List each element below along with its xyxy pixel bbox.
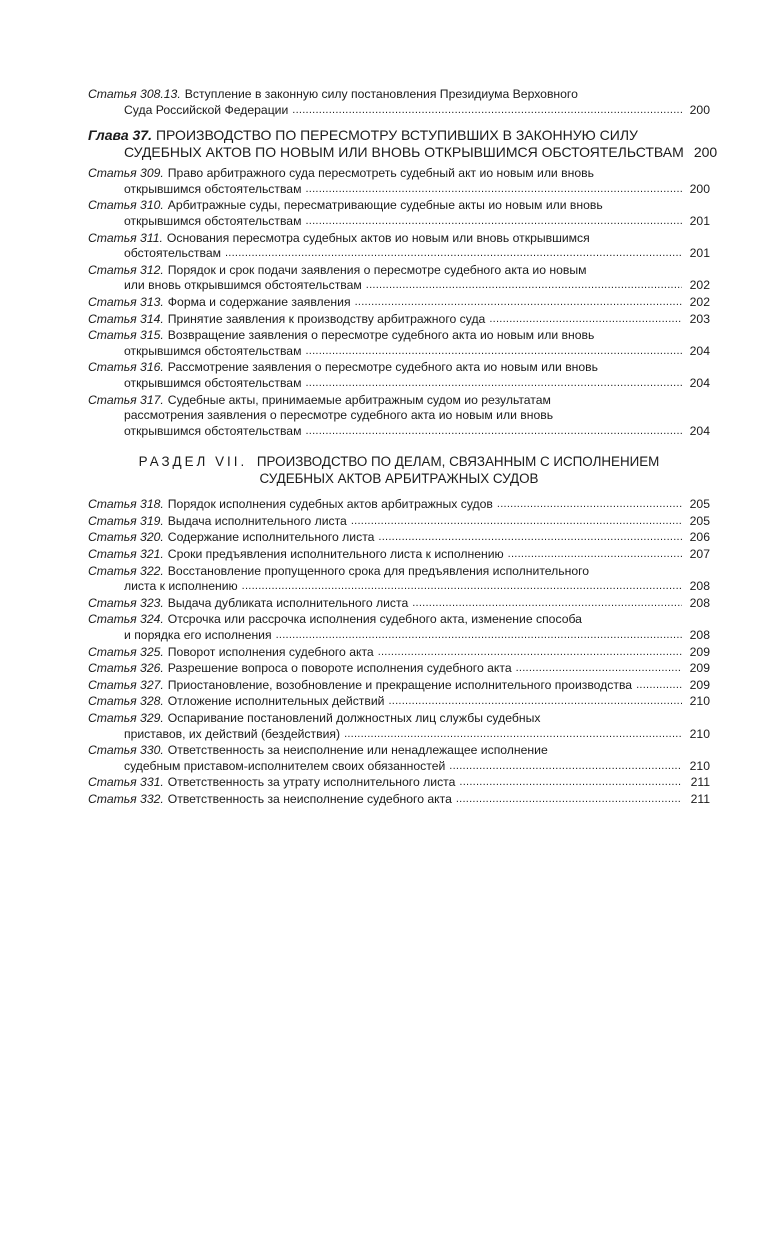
article-title: Сроки предъявления исполнительного листа к исполнению <box>167 547 504 562</box>
article-number: Статья 323. <box>88 595 164 610</box>
leader-dots <box>456 791 682 808</box>
toc-entry-line <box>88 344 710 361</box>
article-title: Основания пересмотра судебных актов ио новым или вновь открывшимся <box>166 230 590 245</box>
article-title: Рассмотрение заявления о пересмотре судебного акта ио новым или вновь <box>167 360 599 375</box>
article-number: Статья 331. <box>88 775 164 790</box>
toc-entry <box>88 743 710 775</box>
toc-entry <box>88 694 710 711</box>
leader-dots <box>449 758 682 775</box>
leader-dots <box>412 595 682 612</box>
toc-entry-line <box>88 596 710 613</box>
toc-entry-line <box>88 246 710 263</box>
page-number: 210 <box>689 726 710 741</box>
toc-entry-line <box>88 645 710 662</box>
toc-list-chapter <box>88 166 710 440</box>
article-title: Восстановление пропущенного срока для предъявления исполнительного <box>167 563 590 578</box>
toc-entry-line <box>88 312 710 329</box>
article-number: Статья 310. <box>88 198 164 213</box>
article-title: Приостановление, возобновление и прекращение исполнительного производства <box>167 677 633 692</box>
toc-entry <box>88 295 710 312</box>
toc-entry <box>88 312 710 329</box>
page-number: 203 <box>689 311 710 326</box>
toc-entry <box>88 87 710 119</box>
page-number: 204 <box>689 343 710 358</box>
toc-entry <box>88 530 710 547</box>
article-number: Статья 320. <box>88 530 164 545</box>
leader-dots <box>388 693 682 710</box>
toc-entry-line <box>88 579 710 596</box>
article-title: Ответственность за утрату исполнительного листа <box>167 775 456 790</box>
page-number: 204 <box>689 423 710 438</box>
toc-entry <box>88 645 710 662</box>
page-number: 205 <box>689 497 710 512</box>
page-number: 200 <box>689 181 710 196</box>
article-number: Статья 332. <box>88 791 164 806</box>
article-number: Статья 322. <box>88 563 164 578</box>
page-number: 201 <box>689 213 710 228</box>
section-line-1 <box>88 453 710 470</box>
article-number: Статья 325. <box>88 644 164 659</box>
table-of-contents <box>88 87 718 809</box>
leader-dots <box>305 423 682 440</box>
article-number: Статья 329. <box>88 711 164 725</box>
article-number: Статья 326. <box>88 661 164 676</box>
toc-entry-line <box>88 182 710 199</box>
article-number: Статья 328. <box>88 694 164 709</box>
toc-entry <box>88 198 710 230</box>
leader-dots <box>516 660 682 677</box>
page-number: 204 <box>689 375 710 390</box>
leader-dots <box>355 294 682 311</box>
article-title: Оспаривание постановлений должностных лиц службы судебных <box>167 711 541 725</box>
article-title: Порядок исполнения судебных актов арбитражных судов <box>167 497 493 512</box>
article-title: Отложение исполнительных действий <box>167 694 385 709</box>
toc-entry-line <box>88 408 710 424</box>
page-number: 206 <box>689 530 710 545</box>
toc-entry-line <box>88 759 710 776</box>
toc-entry-line <box>88 214 710 231</box>
page-number: 205 <box>689 513 710 528</box>
toc-entry-line <box>88 360 710 376</box>
page-number: 211 <box>690 791 710 806</box>
page-number: 207 <box>689 547 710 562</box>
toc-entry <box>88 514 710 531</box>
toc-entry-line <box>88 514 710 531</box>
article-title: открывшимся обстоятельствам <box>124 423 302 438</box>
toc-entry-line <box>88 628 710 645</box>
article-number: Статья 308.13. <box>88 87 181 101</box>
toc-entry-line <box>88 166 710 182</box>
toc-entry <box>88 328 710 360</box>
leader-dots <box>366 277 682 294</box>
article-title: Поворот исполнения судебного акта <box>167 644 374 659</box>
toc-entry-line <box>88 612 710 628</box>
toc-entry-line <box>88 497 710 514</box>
article-title: Ответственность за неисполнение или ненадлежащее исполнение <box>167 743 548 758</box>
leader-dots <box>242 578 682 595</box>
leader-dots <box>305 213 682 230</box>
toc-entry-line <box>88 278 710 295</box>
article-title: открывшимся обстоятельствам <box>124 343 302 358</box>
article-title: Содержание исполнительного листа <box>167 530 375 545</box>
article-number: Статья 321. <box>88 547 164 562</box>
article-number: Статья 317. <box>88 392 164 407</box>
page-number: 210 <box>689 758 710 773</box>
leader-dots <box>292 102 682 119</box>
toc-entry-line <box>88 376 710 393</box>
page-number: 208 <box>689 579 710 594</box>
toc-entry <box>88 166 710 198</box>
chapter-line-2 <box>88 144 718 163</box>
leader-dots <box>489 311 682 328</box>
article-title: Форма и содержание заявления <box>167 294 351 309</box>
leader-dots <box>344 726 682 743</box>
article-title: судебным приставом-исполнителем своих обязанностей <box>124 758 446 773</box>
toc-entry-line <box>88 564 710 580</box>
article-number: Статья 324. <box>88 612 164 627</box>
page-number: 208 <box>689 628 710 643</box>
page-number: 210 <box>689 694 710 709</box>
page-number: 208 <box>689 595 710 610</box>
article-number: Статья 311. <box>88 230 163 245</box>
toc-entry-line <box>88 263 710 279</box>
toc-entry <box>88 231 710 263</box>
toc-entry-line <box>88 711 710 727</box>
toc-entry <box>88 775 710 792</box>
article-title: Суда Российской Федерации <box>124 102 289 117</box>
leader-dots <box>636 677 682 694</box>
leader-dots <box>378 529 682 546</box>
toc-list-section <box>88 497 710 808</box>
section-title-line: СУДЕБНЫХ АКТОВ АРБИТРАЖНЫХ СУДОВ <box>259 471 539 487</box>
article-title: Порядок и срок подачи заявления о пересмотре судебного акта ио новым <box>167 262 587 277</box>
toc-list-top <box>88 87 710 119</box>
toc-entry <box>88 661 710 678</box>
toc-entry <box>88 792 710 809</box>
toc-entry-line <box>88 743 710 759</box>
article-number: Статья 319. <box>88 513 164 528</box>
section-label: РАЗДЕЛ VII. <box>138 454 248 470</box>
toc-entry-line <box>88 775 710 792</box>
toc-entry-line <box>88 231 710 247</box>
toc-entry-line <box>88 393 710 409</box>
toc-entry-line <box>88 87 710 103</box>
toc-entry <box>88 360 710 392</box>
page-number: 202 <box>689 294 710 309</box>
article-number: Статья 316. <box>88 360 164 375</box>
article-title: Арбитражные суды, пересматривающие судебные акты ио новым или вновь <box>167 198 603 213</box>
toc-entry-line <box>88 694 710 711</box>
article-title: Вступление в законную силу постановления Президиума Верховного <box>184 87 578 101</box>
toc-entry-line <box>88 792 710 809</box>
toc-entry-line <box>88 727 710 744</box>
toc-entry-line <box>88 530 710 547</box>
article-title: открывшимся обстоятельствам <box>124 213 302 228</box>
toc-entry <box>88 711 710 743</box>
toc-entry <box>88 678 710 695</box>
article-title: листа к исполнению <box>124 579 238 594</box>
article-title: открывшимся обстоятельствам <box>124 181 302 196</box>
article-title: приставов, их действий (бездействия) <box>124 726 341 741</box>
article-title: Отсрочка или рассрочка исполнения судебного акта, изменение способа <box>167 612 582 627</box>
toc-entry <box>88 612 710 644</box>
article-title: Выдача дубликата исполнительного листа <box>167 595 409 610</box>
section-heading <box>88 453 710 487</box>
article-number: Статья 314. <box>88 311 164 326</box>
page-number: 201 <box>689 246 710 261</box>
article-title: Возвращение заявления о пересмотре судебного акта ио новым или вновь <box>167 328 595 343</box>
article-title: открывшимся обстоятельствам <box>124 375 302 390</box>
article-title: Разрешение вопроса о повороте исполнения судебного акта <box>167 661 512 676</box>
toc-entry-line <box>88 295 710 312</box>
page-number: 209 <box>689 644 710 659</box>
toc-entry <box>88 393 710 441</box>
leader-dots <box>305 181 682 198</box>
article-number: Статья 330. <box>88 743 164 758</box>
page-number: 200 <box>689 102 710 117</box>
article-title: рассмотрения заявления о пересмотре судебного акта ио новым или вновь <box>124 408 554 423</box>
article-number: Статья 309. <box>88 166 164 181</box>
toc-entry-line <box>88 547 710 564</box>
chapter-line-1 <box>88 127 710 144</box>
toc-entry-line <box>88 198 710 214</box>
leader-dots <box>459 774 682 791</box>
article-title: Право арбитражного суда пересмотреть судебный акт ио новым или вновь <box>167 166 594 181</box>
page-number: 211 <box>690 775 710 790</box>
chapter-page-number: 200 <box>693 144 718 161</box>
chapter-title-line: ПРОИЗВОДСТВО ПО ПЕРЕСМОТРУ ВСТУПИВШИХ В ЗАКОННУЮ СИЛУ <box>155 127 638 144</box>
article-title: Выдача исполнительного листа <box>167 513 347 528</box>
section-title-line: ПРОИЗВОДСТВО ПО ДЕЛАМ, СВЯЗАННЫМ С ИСПОЛНЕНИЕМ <box>256 454 660 470</box>
chapter-heading <box>88 127 718 163</box>
leader-dots <box>351 513 682 530</box>
toc-entry <box>88 497 710 514</box>
chapter-title-line: СУДЕБНЫХ АКТОВ ПО НОВЫМ ИЛИ ВНОВЬ ОТКРЫВШИМСЯ ОБСТОЯТЕЛЬСТВАМ <box>124 144 684 161</box>
leader-dots <box>225 245 682 262</box>
toc-entry-line <box>88 103 710 120</box>
page-number: 209 <box>689 661 710 676</box>
article-title: Судебные акты, принимаемые арбитражным судом ио результатам <box>167 392 551 407</box>
leader-dots <box>305 343 682 360</box>
article-number: Статья 312. <box>88 262 164 277</box>
article-title: и порядка его исполнения <box>124 628 272 643</box>
toc-entry-line <box>88 661 710 678</box>
leader-dots <box>305 375 682 392</box>
toc-entry <box>88 596 710 613</box>
toc-entry <box>88 263 710 295</box>
toc-entry <box>88 564 710 596</box>
leader-dots <box>508 546 682 563</box>
chapter-number: Глава 37. <box>88 127 152 144</box>
article-title: обстоятельствам <box>124 246 221 261</box>
toc-entry-line <box>88 328 710 344</box>
article-title: Принятие заявления к производству арбитражного суда <box>167 311 486 326</box>
article-number: Статья 318. <box>88 497 164 512</box>
article-number: Статья 313. <box>88 294 164 309</box>
article-title: Ответственность за неисполнение судебного акта <box>167 791 452 806</box>
article-number: Статья 315. <box>88 328 164 343</box>
leader-dots <box>497 496 682 513</box>
toc-entry-line <box>88 678 710 695</box>
article-number: Статья 327. <box>88 677 164 692</box>
article-title: или вновь открывшимся обстоятельствам <box>124 278 362 293</box>
page-number: 209 <box>689 677 710 692</box>
toc-entry <box>88 547 710 564</box>
leader-dots <box>378 644 682 661</box>
leader-dots <box>276 627 682 644</box>
page-number: 202 <box>689 278 710 293</box>
toc-entry-line <box>88 424 710 441</box>
